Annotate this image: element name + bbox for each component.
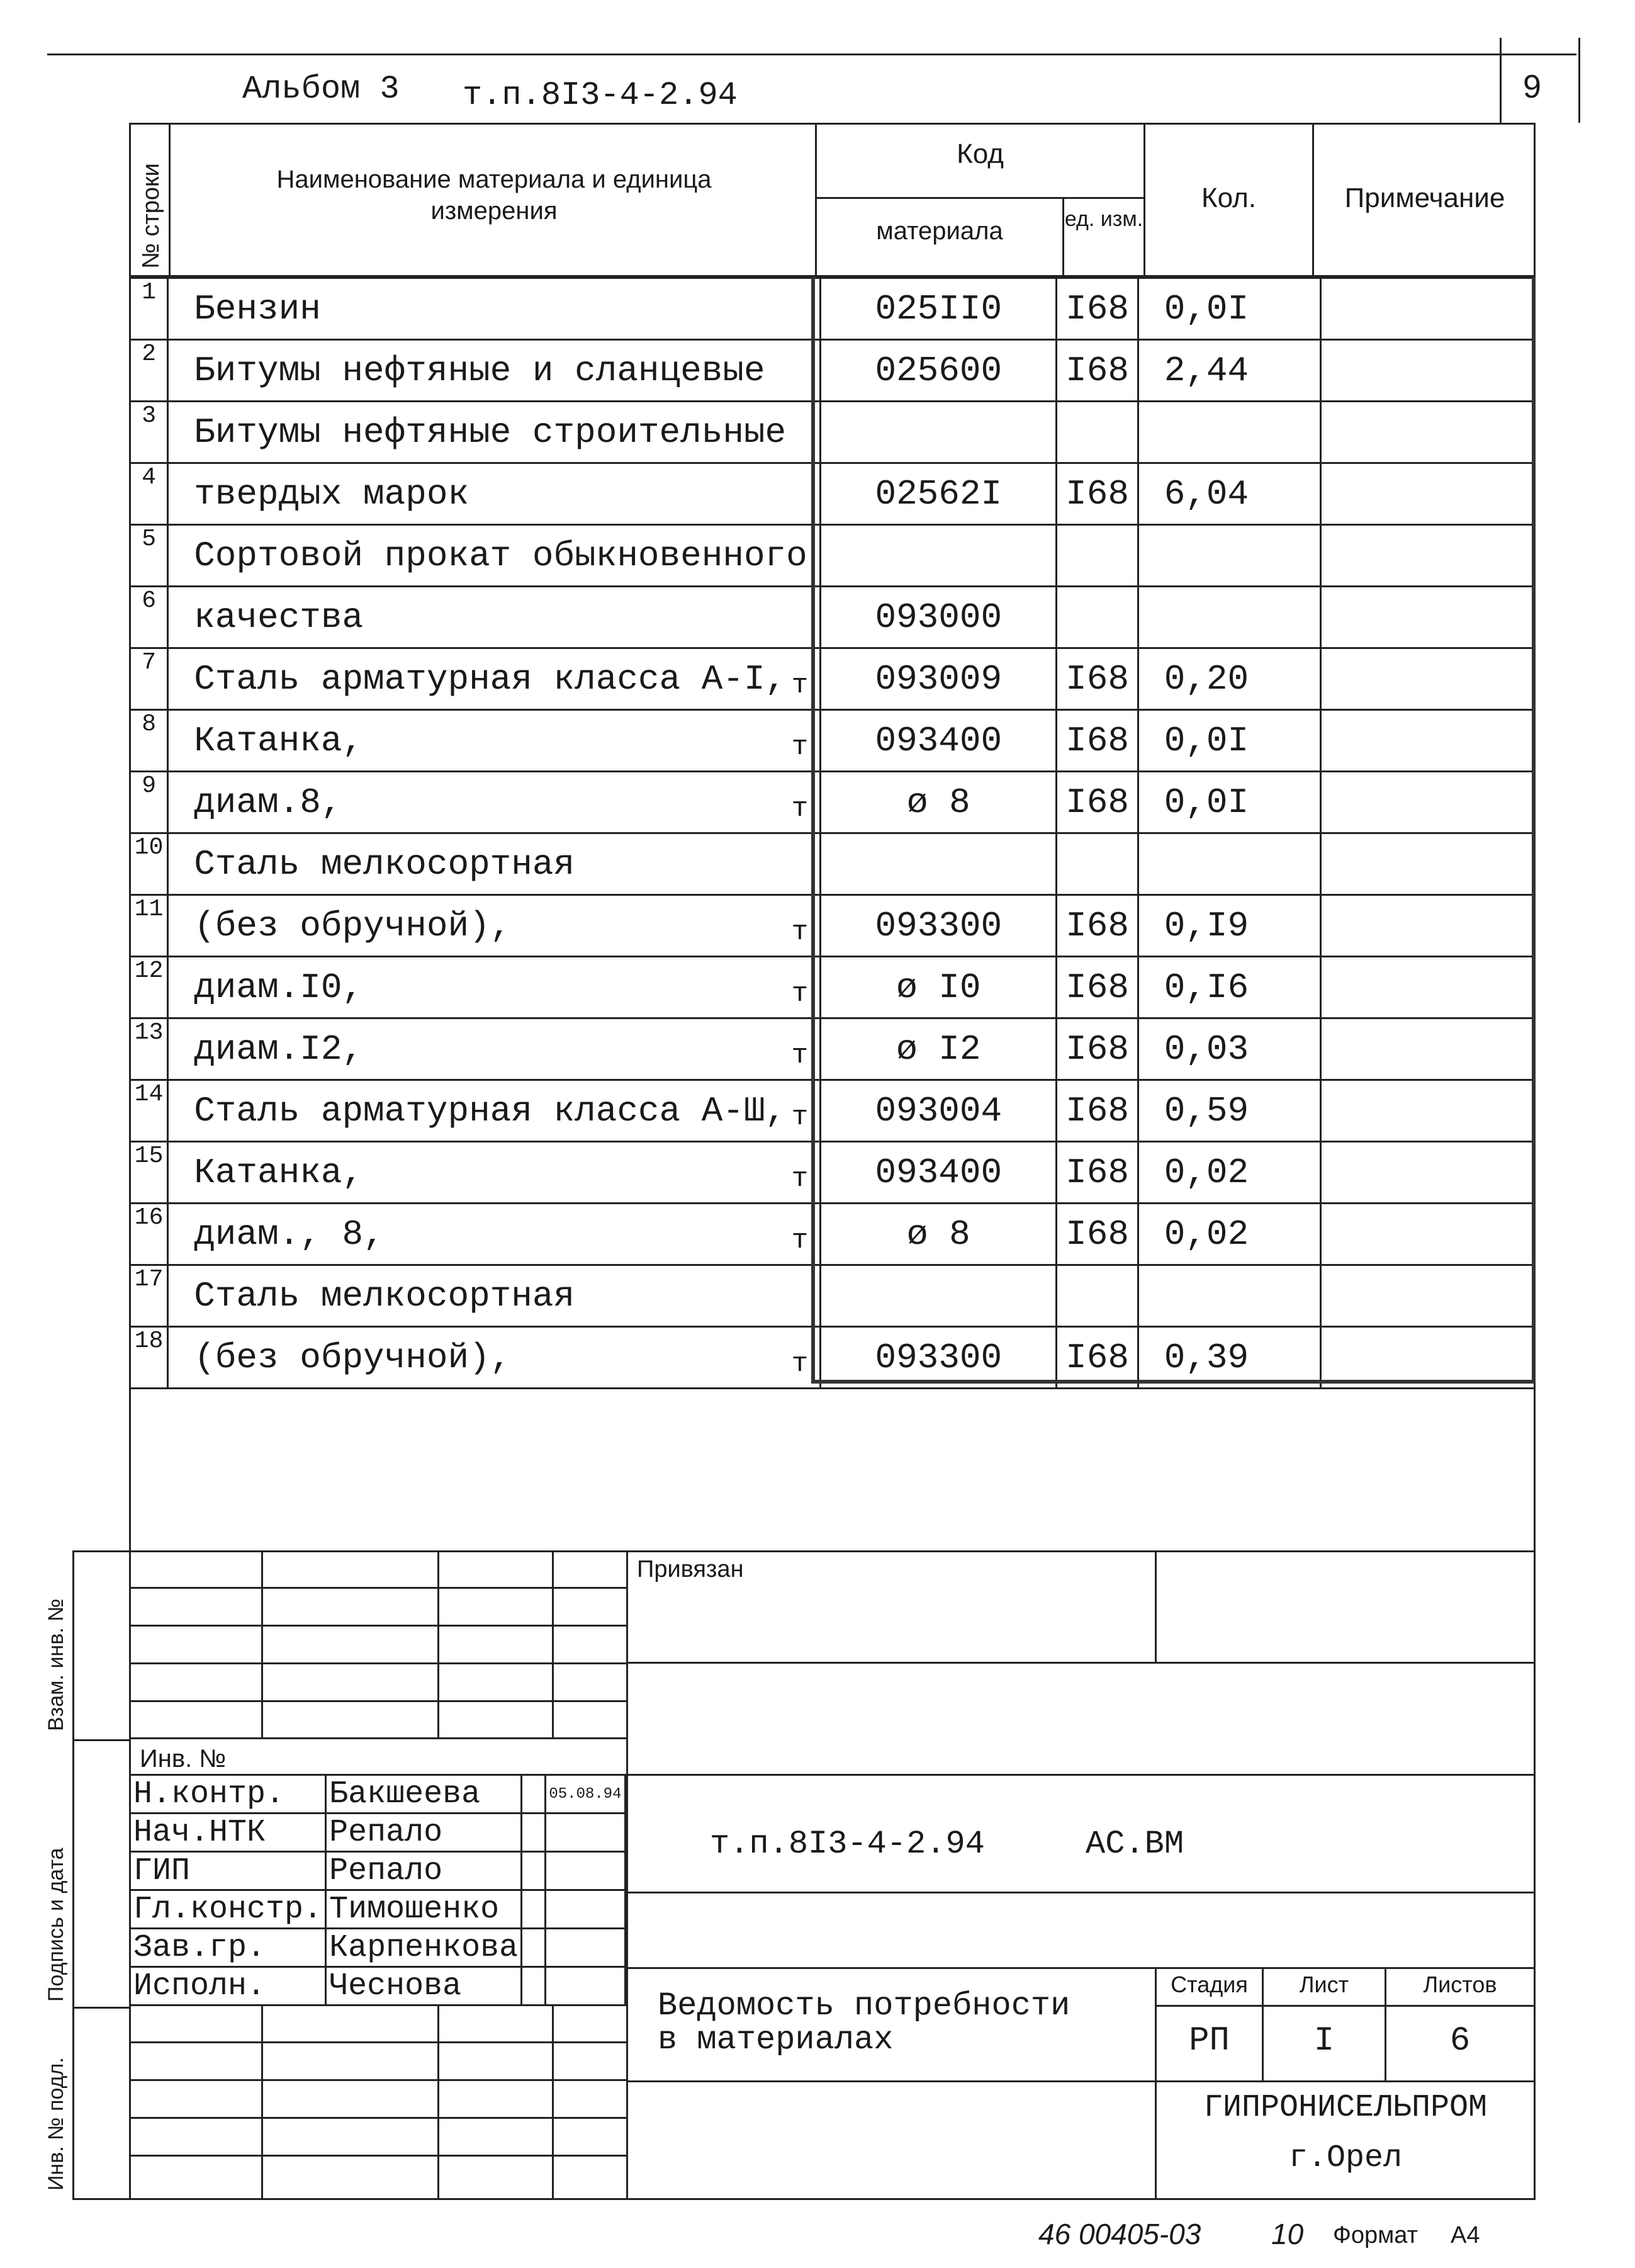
stage-value: РП	[1189, 2022, 1230, 2060]
staff-row	[130, 1890, 626, 1929]
note	[1320, 1204, 1534, 1265]
note	[1320, 1265, 1534, 1327]
note	[1320, 1327, 1534, 1389]
side-strip-border	[72, 1552, 74, 2200]
note	[1320, 648, 1534, 710]
material-name-text: Битумы нефтяные строительные	[194, 412, 787, 453]
staff-name: Тимошенко	[326, 1890, 522, 1929]
row-number: 17	[130, 1265, 168, 1327]
unit-code: I68	[1057, 648, 1138, 710]
quantity: 0,02	[1138, 1204, 1320, 1265]
side-label-podpis: Подпись и дата	[44, 1848, 68, 2002]
staff-row	[130, 1814, 626, 1852]
table-row	[130, 1018, 1535, 1080]
quantity: 0,0I	[1138, 278, 1320, 340]
staff-date	[546, 1852, 626, 1890]
row-number: 2	[130, 340, 168, 402]
quantity	[1138, 833, 1320, 895]
note	[1320, 895, 1534, 957]
quantity	[1138, 525, 1320, 587]
row-number: 14	[130, 1080, 168, 1142]
material-name	[168, 402, 821, 463]
table-row	[130, 772, 1535, 833]
format-value: А4	[1451, 2222, 1480, 2248]
material-name-text: качества	[194, 597, 364, 638]
row-number: 1	[130, 278, 168, 340]
table-row	[130, 1327, 1535, 1389]
org-name: ГИПРОНИСЕЛЬПРОМ	[1203, 2090, 1488, 2126]
material-code: 093400	[821, 1142, 1057, 1204]
unit-code	[1057, 1265, 1138, 1327]
material-name-text: Битумы нефтяные и сланцевые	[194, 350, 765, 391]
quantity: 0,39	[1138, 1327, 1320, 1389]
stamp-bottom	[72, 2198, 1536, 2200]
material-name	[168, 895, 821, 957]
row-number: 5	[130, 525, 168, 587]
table-row	[130, 587, 1535, 648]
table-row	[130, 833, 1535, 895]
row-number: 4	[130, 463, 168, 525]
row-number: 18	[130, 1327, 168, 1389]
staff-row	[130, 1929, 626, 1967]
page-number-right-border	[1578, 38, 1580, 123]
table-row	[130, 895, 1535, 957]
material-name-text: диам.8,	[194, 782, 342, 823]
material-name	[168, 833, 821, 895]
material-code: ø 8	[821, 772, 1057, 833]
staff-role: ГИП	[130, 1852, 326, 1890]
material-code: ø I2	[821, 1018, 1057, 1080]
table-row	[130, 340, 1535, 402]
material-name	[168, 1204, 821, 1265]
header-qty: Кол.	[1201, 183, 1257, 213]
material-name-text: Катанка,	[194, 720, 364, 761]
material-code: 025II0	[821, 278, 1057, 340]
staff-role: Гл.констр.	[130, 1890, 326, 1929]
staff-signature	[522, 1814, 546, 1852]
unit-label: т	[791, 670, 809, 701]
inventory-number: 46 00405-03	[1038, 2218, 1201, 2250]
table-row	[130, 1265, 1535, 1327]
quantity: 0,I9	[1138, 895, 1320, 957]
doc-title-line2: в материалах	[658, 2021, 894, 2058]
material-code: 025600	[821, 340, 1057, 402]
note	[1320, 463, 1534, 525]
format-label: Формат	[1333, 2222, 1418, 2248]
unit-code: I68	[1057, 278, 1138, 340]
staff-date: 05.08.94	[546, 1775, 626, 1814]
note	[1320, 587, 1534, 648]
quantity: 0,59	[1138, 1080, 1320, 1142]
unit-code: I68	[1057, 340, 1138, 402]
staff-signature	[522, 1890, 546, 1929]
unit-label: т	[791, 917, 809, 948]
unit-code: I68	[1057, 1142, 1138, 1204]
code-thick-border	[811, 277, 815, 1384]
row-number: 10	[130, 833, 168, 895]
note	[1320, 1080, 1534, 1142]
staff-role: Нач.НТК	[130, 1814, 326, 1852]
note	[1320, 1142, 1534, 1204]
staff-row	[130, 1967, 626, 2006]
material-name-text: Бензин	[194, 288, 321, 329]
note	[1320, 833, 1534, 895]
material-code: 093004	[821, 1080, 1057, 1142]
unit-code	[1057, 525, 1138, 587]
unit-code: I68	[1057, 710, 1138, 772]
header-row-no: № строки	[138, 163, 164, 269]
material-name-text: твердых марок	[194, 473, 469, 514]
staff-role: Зав.гр.	[130, 1929, 326, 1967]
quantity: 0,20	[1138, 648, 1320, 710]
table-row	[130, 402, 1535, 463]
material-name-text: Катанка,	[194, 1152, 364, 1193]
material-name-text: диам., 8,	[194, 1214, 385, 1255]
unit-code: I68	[1057, 1204, 1138, 1265]
material-name-text: (без обручной),	[194, 1337, 512, 1378]
unit-code: I68	[1057, 1080, 1138, 1142]
material-name	[168, 772, 821, 833]
quantity: 0,03	[1138, 1018, 1320, 1080]
sheets-label: Листов	[1423, 1972, 1497, 1997]
material-code: ø 8	[821, 1204, 1057, 1265]
unit-code	[1057, 587, 1138, 648]
unit-code: I68	[1057, 1327, 1138, 1389]
material-name-text: Сталь мелкосортная	[194, 1275, 575, 1316]
sheet-value: I	[1313, 2022, 1335, 2060]
staff-signature	[522, 1852, 546, 1890]
material-name	[168, 957, 821, 1018]
material-code	[821, 833, 1057, 895]
material-name	[168, 587, 821, 648]
quantity: 6,04	[1138, 463, 1320, 525]
row-number: 6	[130, 587, 168, 648]
table-row	[130, 710, 1535, 772]
quantity: 2,44	[1138, 340, 1320, 402]
row-number: 13	[130, 1018, 168, 1080]
material-name	[168, 648, 821, 710]
staff-name: Бакшеева	[326, 1775, 522, 1814]
material-name-text: (без обручной),	[194, 905, 512, 946]
side-label-inv-podl: Инв. № подл.	[44, 2057, 68, 2191]
staff-name: Репало	[326, 1852, 522, 1890]
row-number: 12	[130, 957, 168, 1018]
material-name	[168, 525, 821, 587]
table-row	[130, 525, 1535, 587]
material-code: 02562I	[821, 463, 1057, 525]
staff-date	[546, 1967, 626, 2006]
table-header	[129, 123, 1536, 277]
inv-no-label: Инв. №	[140, 1745, 227, 1773]
doc-title-line1: Ведомость потребности	[658, 1987, 1070, 2024]
material-name-text: Сталь арматурная класса А-Ш,	[194, 1090, 787, 1131]
materials-table	[129, 277, 1536, 1389]
unit-label: т	[791, 1225, 809, 1256]
note	[1320, 278, 1534, 340]
album-code: т.п.8I3-4-2.94	[463, 77, 738, 114]
quantity: 0,02	[1138, 1142, 1320, 1204]
stage-label: Стадия	[1171, 1972, 1248, 1997]
material-name	[168, 1265, 821, 1327]
table-row	[130, 957, 1535, 1018]
unit-label: т	[791, 731, 809, 763]
note	[1320, 525, 1534, 587]
table-row	[130, 1204, 1535, 1265]
sheets-value: 6	[1449, 2022, 1471, 2060]
material-code: 093300	[821, 895, 1057, 957]
album-label: Альбом 3	[242, 71, 400, 108]
staff-row	[130, 1775, 626, 1814]
header-material-code: материала	[876, 217, 1003, 245]
note	[1320, 710, 1534, 772]
page-number: 9	[1523, 69, 1541, 105]
quantity: 0,0I	[1138, 710, 1320, 772]
signatures-empty-grid	[129, 2005, 626, 2198]
row-number: 15	[130, 1142, 168, 1204]
table-row	[130, 463, 1535, 525]
right-thick-border	[1532, 277, 1536, 1384]
header-code-group: Код	[957, 138, 1004, 169]
note	[1320, 402, 1534, 463]
row-number: 9	[130, 772, 168, 833]
staff-row	[130, 1852, 626, 1890]
copy-number: 10	[1271, 2218, 1304, 2250]
header-name: Наименование материала и единица измерения	[276, 166, 712, 225]
table-row	[130, 1080, 1535, 1142]
row-number: 8	[130, 710, 168, 772]
material-code	[821, 402, 1057, 463]
unit-code: I68	[1057, 463, 1138, 525]
staff-name: Чеснова	[326, 1967, 522, 2006]
stamp-divider	[626, 1550, 628, 2199]
material-code: 093009	[821, 648, 1057, 710]
unit-label: т	[791, 793, 809, 825]
material-name	[168, 340, 821, 402]
row-number: 11	[130, 895, 168, 957]
unit-code	[1057, 833, 1138, 895]
table-row	[130, 278, 1535, 340]
bottom-thick-border	[811, 1380, 1536, 1384]
quantity	[1138, 402, 1320, 463]
material-code	[821, 1265, 1057, 1327]
unit-label: т	[791, 978, 809, 1010]
material-name-text: диам.I0,	[194, 967, 364, 1008]
staff-signature	[522, 1929, 546, 1967]
material-name	[168, 710, 821, 772]
unit-label: т	[791, 1102, 809, 1133]
material-name	[168, 1080, 821, 1142]
doc-title	[658, 1989, 1070, 2057]
table-row	[130, 648, 1535, 710]
staff-role: Исполн.	[130, 1967, 326, 2006]
material-code: 093300	[821, 1327, 1057, 1389]
note	[1320, 340, 1534, 402]
note	[1320, 1018, 1534, 1080]
staff-date	[546, 1929, 626, 1967]
material-code: 093000	[821, 587, 1057, 648]
page-number-divider	[1500, 38, 1502, 123]
unit-code	[1057, 402, 1138, 463]
material-name	[168, 1018, 821, 1080]
quantity: 0,I6	[1138, 957, 1320, 1018]
unit-code: I68	[1057, 1018, 1138, 1080]
staff-signature	[522, 1775, 546, 1814]
unit-label: т	[791, 1348, 809, 1380]
quantity: 0,0I	[1138, 772, 1320, 833]
row-number: 3	[130, 402, 168, 463]
doc-mark: АС.ВМ	[1086, 1825, 1184, 1863]
quantity	[1138, 587, 1320, 648]
material-name	[168, 1327, 821, 1389]
unit-code: I68	[1057, 772, 1138, 833]
staff-name: Репало	[326, 1814, 522, 1852]
material-name-text: Сортовой прокат обыкновенного	[194, 535, 807, 576]
side-label-vzam: Взам. инв. №	[44, 1598, 68, 1731]
staff-date	[546, 1814, 626, 1852]
material-code	[821, 525, 1057, 587]
table-row	[130, 1142, 1535, 1204]
material-name	[168, 278, 821, 340]
revision-grid	[129, 1550, 626, 1739]
row-number: 16	[130, 1204, 168, 1265]
material-code: ø I0	[821, 957, 1057, 1018]
staff-signature	[522, 1967, 546, 2006]
sheet-label: Лист	[1299, 1972, 1349, 1997]
header-note: Примечание	[1344, 183, 1505, 213]
staff-role: Н.контр.	[130, 1775, 326, 1814]
material-name-text: диам.I2,	[194, 1029, 364, 1069]
unit-code: I68	[1057, 957, 1138, 1018]
top-rule	[47, 54, 1576, 55]
signatures-table	[129, 1774, 626, 2006]
material-name-text: Сталь арматурная класса А-I,	[194, 658, 787, 699]
note	[1320, 957, 1534, 1018]
row-number: 7	[130, 648, 168, 710]
staff-name: Карпенкова	[326, 1929, 522, 1967]
doc-code: т.п.8I3-4-2.94	[710, 1825, 985, 1863]
material-name	[168, 1142, 821, 1204]
material-code: 093400	[821, 710, 1057, 772]
material-name-text: Сталь мелкосортная	[194, 843, 575, 884]
unit-label: т	[791, 1040, 809, 1071]
staff-date	[546, 1890, 626, 1929]
quantity	[1138, 1265, 1320, 1327]
unit-label: т	[791, 1163, 809, 1195]
material-name	[168, 463, 821, 525]
header-unit-code: ед. изм.	[1064, 207, 1143, 231]
unit-code: I68	[1057, 895, 1138, 957]
note	[1320, 772, 1534, 833]
privyazan-label: Привязан	[637, 1556, 744, 1583]
org-city: г.Орел	[1288, 2140, 1403, 2176]
